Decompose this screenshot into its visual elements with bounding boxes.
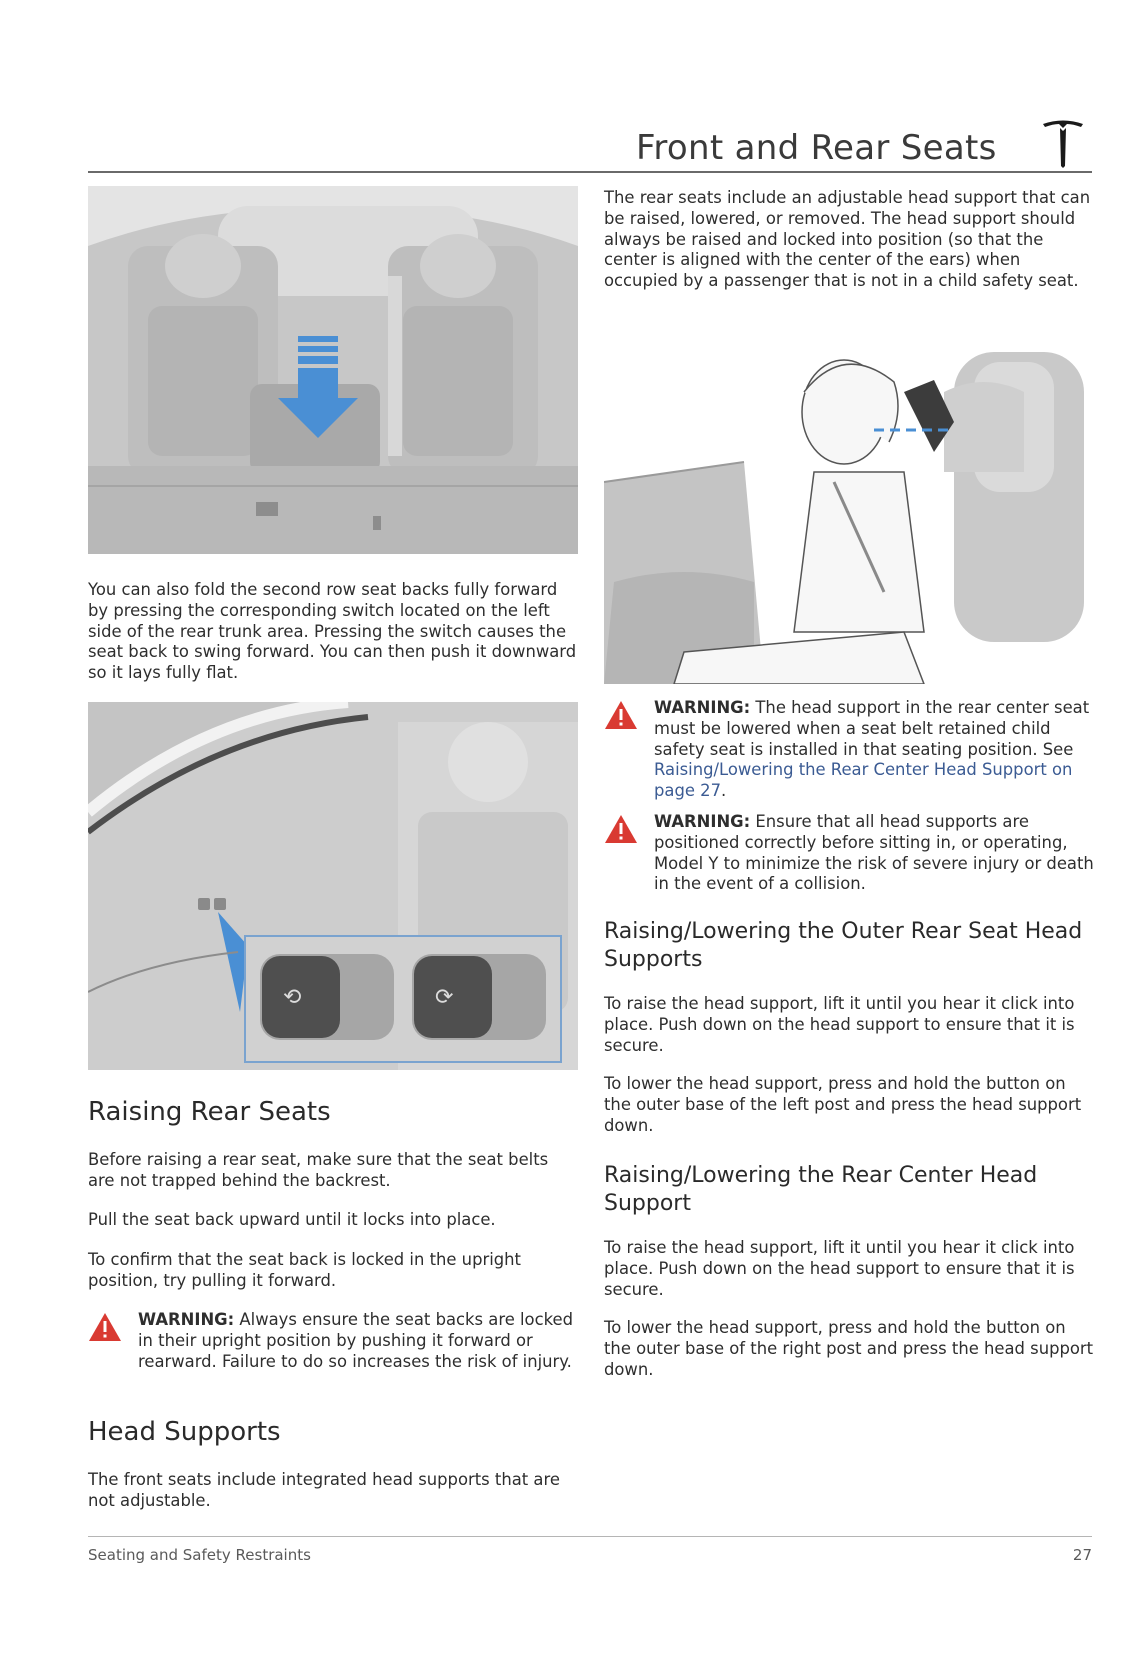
raising-rear-seats-heading: Raising Rear Seats (88, 1097, 331, 1127)
warning-label: WARNING: (138, 1310, 235, 1329)
center-lower-paragraph: To lower the head support, press and hold the button on the outer base of the right post and press the head support down. (604, 1318, 1094, 1379)
svg-text:⟲: ⟲ (283, 985, 302, 1010)
header-rule (88, 171, 1092, 173)
warning-triangle-icon (604, 814, 638, 844)
cross-reference-link[interactable]: Raising/Lowering the Rear Center Head Support on page 27 (654, 760, 1073, 801)
trunk-switch-illustration (88, 702, 578, 1070)
head-support-position-illustration (604, 332, 1094, 684)
page-title: Front and Rear Seats (636, 128, 997, 168)
rear-head-support-intro: The rear seats include an adjustable head support that can be raised, lowered, or removed. The head support should always be raised and locked into position (so that the center is aligned with the center of the ears) when occupied by a passenger that is not in a child safety seat. (604, 188, 1091, 291)
raising-paragraph-1: Before raising a rear seat, make sure that the seat belts are not trapped behind the backrest. (88, 1150, 549, 1190)
raising-paragraph-3: To confirm that the seat back is locked in the upright position, try pulling it forward. (88, 1250, 521, 1290)
footer-section: Seating and Safety Restraints (88, 1546, 311, 1564)
outer-head-support-heading: Raising/Lowering the Outer Rear Seat Head Supports (604, 919, 1083, 972)
warning-triangle-icon (88, 1312, 122, 1342)
warning-label: WARNING: (654, 698, 751, 717)
fold-paragraph: You can also fold the second row seat backs fully forward by pressing the corresponding switch located on the left side of the rear trunk area. Pressing the switch causes the seat back to swing forward. You can then push it downward so it lays fully flat. (88, 580, 577, 683)
warning-text-end: . (721, 781, 727, 801)
head-supports-heading: Head Supports (88, 1417, 281, 1447)
warning-text: The head support in the rear center seat must be lowered when a seat belt retained child safety seat is installed in that seating position. See (654, 698, 1090, 759)
page-number: 27 (1072, 1546, 1092, 1564)
outer-raise-paragraph: To raise the head support, lift it until you hear it click into place. Push down on the head support to ensure that it is secure. (604, 994, 1075, 1055)
center-head-support-heading: Raising/Lowering the Rear Center Head Support (604, 1163, 1038, 1216)
warning-text: Ensure that all head supports are positioned correctly before sitting in, or operating, Model Y to minimize the risk of severe injury or death in the event of a collision. (654, 812, 1094, 894)
warning-label: WARNING: (654, 812, 751, 831)
center-raise-paragraph: To raise the head support, lift it until you hear it click into place. Push down on the head support to ensure that it is secure. (604, 1238, 1075, 1299)
warning-triangle-icon (604, 700, 638, 730)
raising-paragraph-2: Pull the seat back upward until it locks into place. (88, 1210, 496, 1229)
warning-text: Always ensure the seat backs are locked in their upright position by pushing it forward or rearward. Failure to do so increases the risk of injury. (138, 1310, 573, 1371)
outer-lower-paragraph: To lower the head support, press and hold the button on the outer base of the left post and press the head support down. (604, 1074, 1082, 1135)
svg-text:⟳: ⟳ (435, 985, 454, 1010)
tesla-logo-icon (1040, 118, 1086, 168)
head-supports-paragraph: The front seats include integrated head supports that are not adjustable. (88, 1470, 560, 1510)
footer-rule (88, 1536, 1092, 1537)
rear-seat-fold-illustration (88, 186, 578, 554)
